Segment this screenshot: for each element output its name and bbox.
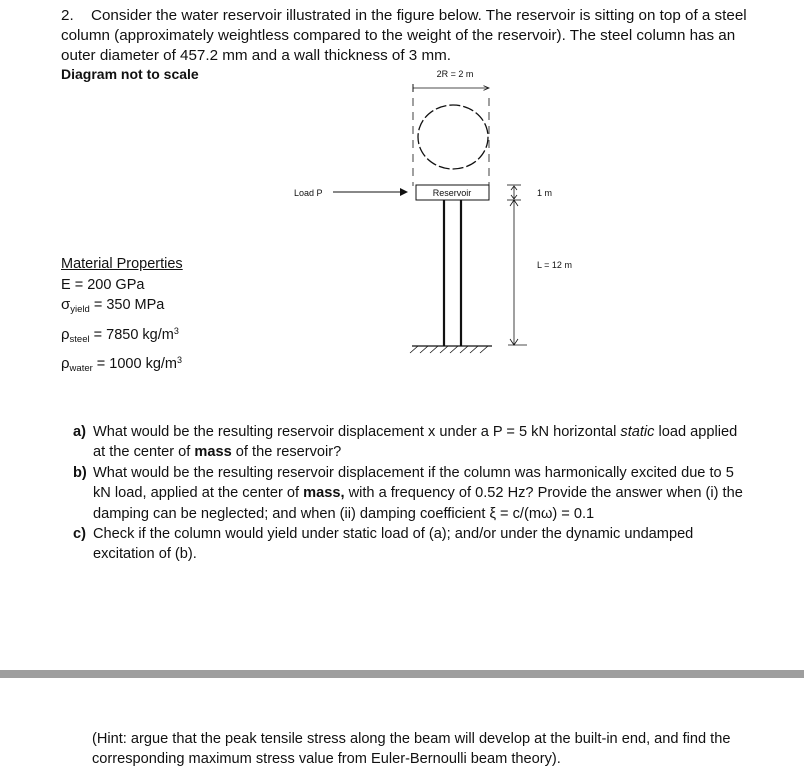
problem-number: 2.	[61, 7, 74, 24]
page-divider	[0, 670, 804, 678]
yield-stress: $\sigma_{yield} = 350$ MPa	[61, 296, 165, 315]
material-properties	[61, 254, 183, 380]
fixed-support	[410, 346, 492, 353]
problem-text: Consider the water reservoir illustrated in the figure below. The reservoir is sitting on top of a steel column (approximately weightless compared to the weight of the reservoir). The steel column has an outer diameter of 457.2 mm and a wall thickness of 3 mm.	[61, 7, 747, 64]
question-list	[73, 422, 743, 565]
question-a: a) What would be the resulting reservoir displacement x under a P = 5 kN horizontal static load applied at the center of mass of the reservoir?	[73, 424, 738, 461]
question-b: b) What would be the resulting reservoir displacement if the column was harmonically excited due to 5 kN load, applied at the center of mass, with a frequency of 0.52 Hz? Provide the answer when (i) the damping can be neglected; and when (ii) damping coefficient ξ = c/(mω) = 0.1	[73, 464, 743, 522]
reservoir-label: Reservoir	[432, 188, 472, 198]
length-label: L = 12 m	[537, 260, 572, 270]
hint-text: (Hint: argue that the peak tensile stress along the beam will develop at the built-in end, and find the corresponding maximum stress value from Euler-Bernoulli beam theory).	[92, 731, 731, 768]
diameter-label: 2R = 2 m	[436, 69, 474, 79]
question-c: c) Check if the column would yield under static load of (a); and/or under the dynamic undamped excitation of (b).	[73, 526, 694, 563]
load-label: Load P	[294, 188, 323, 198]
diagram-note: Diagram not to scale	[61, 66, 199, 82]
height-1m-dimension	[507, 185, 521, 200]
steel-density: $\rho_{steel} = 7850$ $kg/m^3$	[61, 325, 179, 345]
material-title: Material Properties	[61, 256, 183, 272]
water-density: $\rho_{water} = 1000$ $kg/m^3$	[61, 355, 183, 374]
length-dimension	[508, 200, 527, 345]
reservoir-sphere	[418, 105, 488, 169]
height-1m-label: 1 m	[537, 188, 553, 198]
youngs-modulus: E = 200 GPa	[61, 276, 145, 293]
